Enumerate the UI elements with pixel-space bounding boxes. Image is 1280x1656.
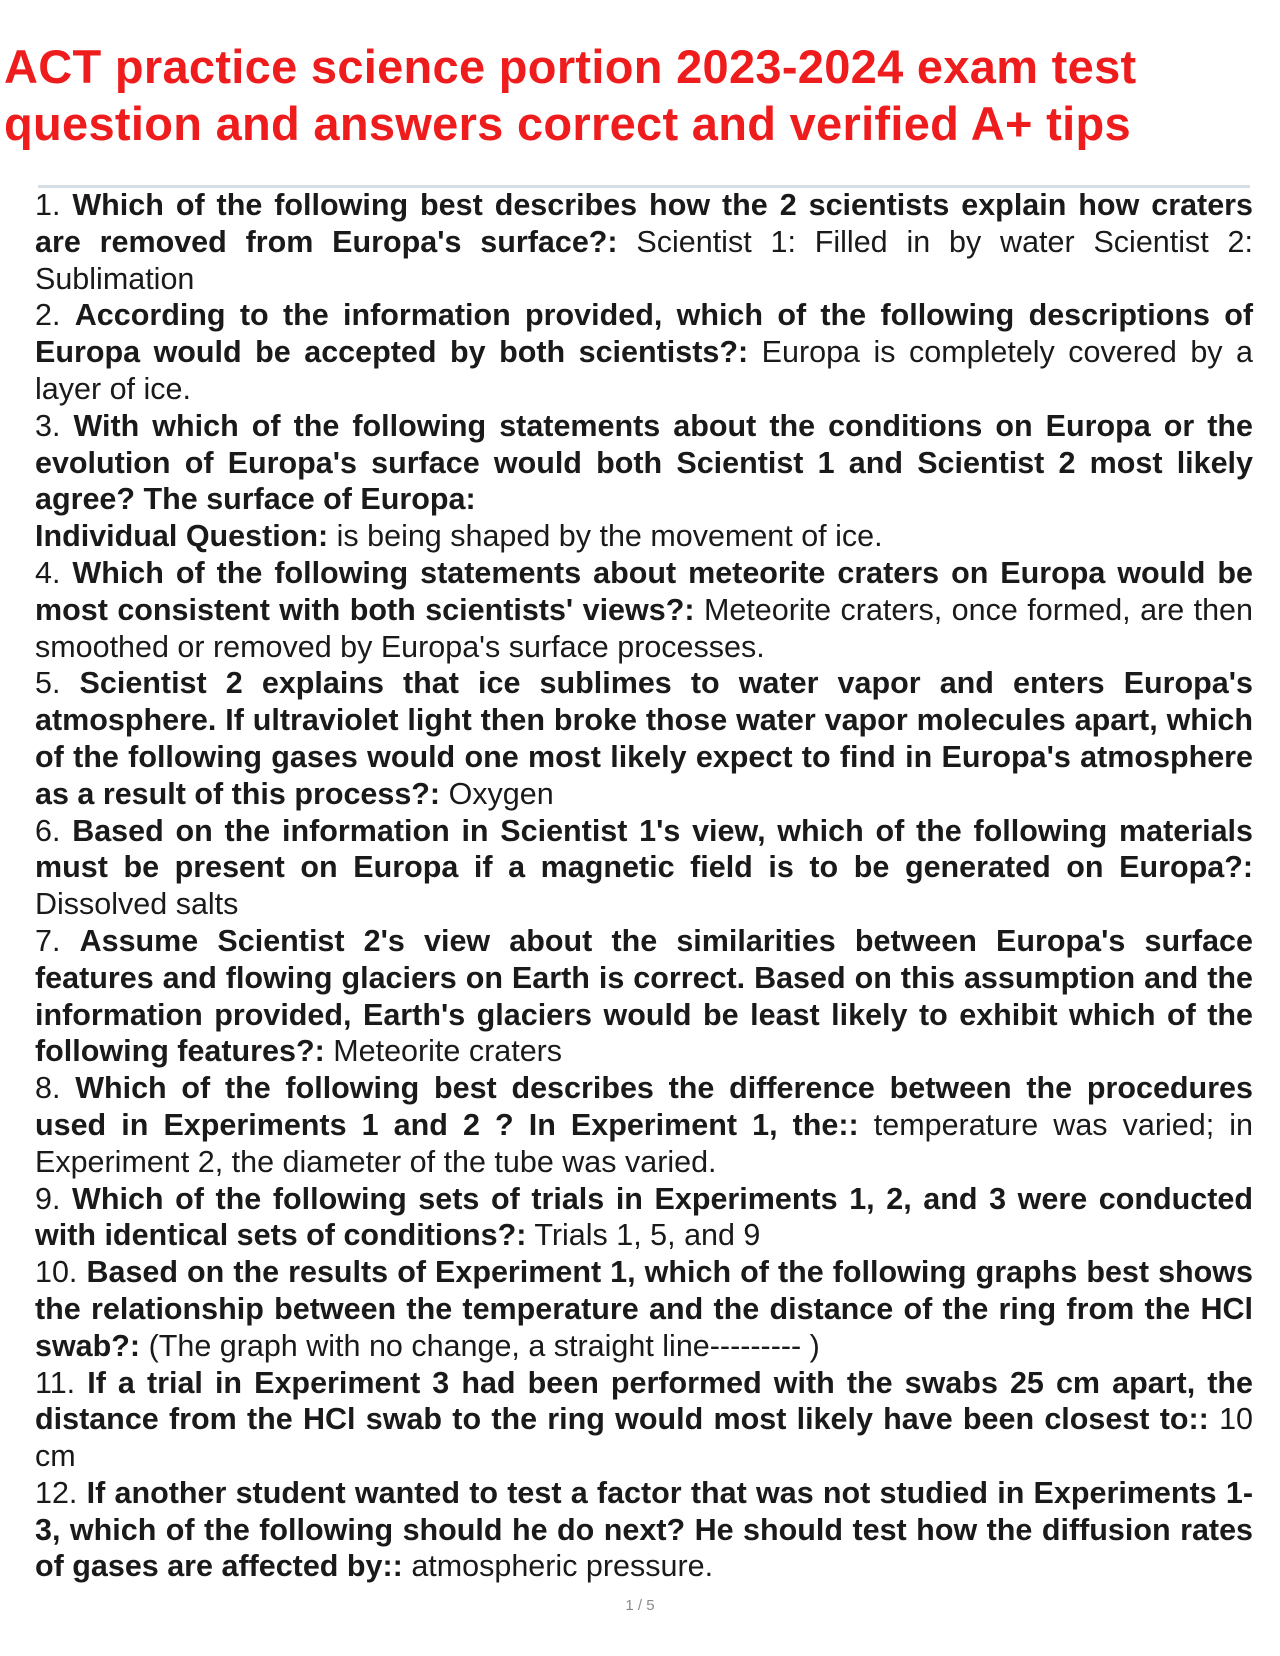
question-number: 7. bbox=[35, 923, 61, 958]
question-text: Which of the following best describes how the 2 scientists explain how craters are removed from Europa's surface?: bbox=[35, 188, 1253, 259]
question-text: Based on the information in Scientist 1's view, which of the following materials must be present on Europa if a magnetic field is to be generated on Europa?: bbox=[35, 813, 1253, 885]
question-text: Based on the results of Experiment 1, which of the following graphs best shows the relationship between the temperature and the distance of the ring from the HCl swab?: bbox=[35, 1255, 1253, 1363]
question-text: If another student wanted to test a factor that was not studied in Experiments 1-3, which of the following should he do next? He should test how the diffusion rates of gases are affected by:: bbox=[35, 1475, 1253, 1584]
question-text: With which of the following statements about the conditions on Europa or the evolution of Europa's surface would both Scientist 1 and Scientist 2 most likely agree? The surface of Europa: bbox=[35, 408, 1253, 517]
question-number: 8. bbox=[35, 1071, 61, 1106]
question-text: According to the information provided, which of the following descriptions of Europa would be accepted by both scientists?: bbox=[35, 298, 1253, 370]
answer-text: atmospheric pressure. bbox=[411, 1549, 714, 1584]
question-item-4 bbox=[35, 555, 1253, 665]
question-number: 11. bbox=[35, 1365, 76, 1400]
answer-text: Meteorite craters, once formed, are then smoothed or removed by Europa's surface processes. bbox=[35, 592, 1253, 664]
question-item-11 bbox=[35, 1365, 1253, 1475]
question-number: 6. bbox=[35, 813, 61, 848]
question-text: Which of the following statements about meteorite craters on Europa would be most consistent with both scientists' views?: bbox=[35, 555, 1253, 627]
question-number: 12. bbox=[35, 1475, 78, 1510]
question-text: Which of the following sets of trials in Experiments 1, 2, and 3 were conducted with identical sets of conditions?: bbox=[35, 1181, 1253, 1253]
question-text: Scientist 2 explains that ice sublimes to water vapor and enters Europa's atmosphere. If ultraviolet light then broke those water vapor molecules apart, which of the following gases would one most likely expect to find in Europa's atmosphere as a result of this process?: bbox=[35, 666, 1253, 811]
question-item-5 bbox=[35, 665, 1253, 812]
individual-question-label: Individual Question: bbox=[35, 519, 329, 554]
question-item-3 bbox=[35, 408, 1253, 555]
answer-text: Europa is completely covered by a layer of ice. bbox=[35, 335, 1253, 406]
question-item-9 bbox=[35, 1181, 1253, 1255]
question-number: 10. bbox=[35, 1255, 78, 1290]
question-text: Assume Scientist 2's view about the similarities between Europa's surface features and flowing glaciers on Earth is correct. Based on this assumption and the information provided, Earth's glaciers would be least likely to exhibit which of the following features?: bbox=[35, 923, 1253, 1069]
page-title: ACT practice science portion 2023-2024 exam test question and answers correct and verified A+ tips bbox=[4, 40, 1137, 150]
answer-text: Oxygen bbox=[448, 776, 554, 811]
question-item-8 bbox=[35, 1070, 1253, 1180]
question-item-2 bbox=[35, 297, 1253, 407]
question-number: 1. bbox=[35, 188, 61, 222]
question-number: 9. bbox=[35, 1181, 61, 1216]
answer-text: 10 cm bbox=[35, 1402, 1253, 1474]
answer-text: Meteorite craters bbox=[333, 1034, 563, 1069]
question-text: If a trial in Experiment 3 had been performed with the swabs 25 cm apart, the distance from the HCl swab to the ring would most likely have been closest to:: bbox=[35, 1365, 1253, 1437]
question-item-1 bbox=[35, 187, 1253, 297]
question-number: 3. bbox=[35, 408, 61, 443]
question-item-7 bbox=[35, 923, 1253, 1070]
answer-text: Dissolved salts bbox=[35, 887, 239, 922]
answer-text: is being shaped by the movement of ice. bbox=[336, 519, 883, 554]
question-item-10 bbox=[35, 1254, 1253, 1364]
answer-text: temperature was varied; in Experiment 2, the diameter of the tube was varied. bbox=[35, 1107, 1253, 1179]
question-list bbox=[35, 187, 1253, 1585]
question-number: 5. bbox=[35, 666, 61, 701]
question-number: 4. bbox=[35, 555, 61, 590]
answer-text: Scientist 1: Filled in by water Scientist 2: Sublimation bbox=[35, 224, 1253, 296]
question-number: 2. bbox=[35, 298, 61, 333]
page-number: 1 / 5 bbox=[625, 1597, 655, 1614]
answer-text: (The graph with no change, a straight line--------- ) bbox=[148, 1328, 820, 1363]
question-text: Which of the following best describes the difference between the procedures used in Experiments 1 and 2 ? In Experiment 1, the:: bbox=[35, 1071, 1253, 1142]
answer-text: Trials 1, 5, and 9 bbox=[534, 1218, 761, 1253]
question-item-6 bbox=[35, 813, 1253, 923]
question-item-12 bbox=[35, 1475, 1253, 1585]
